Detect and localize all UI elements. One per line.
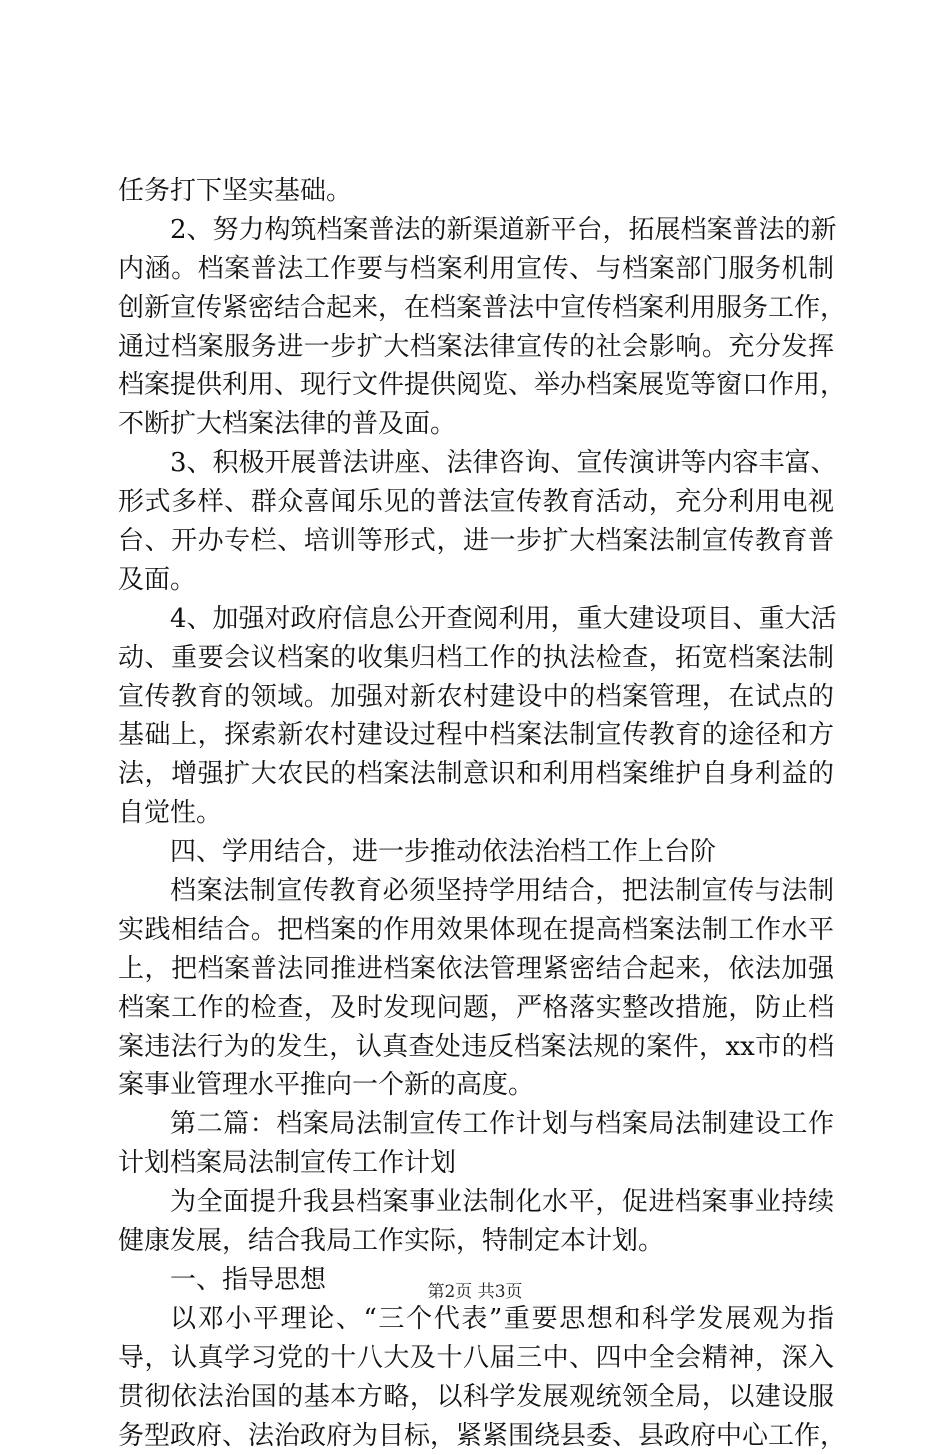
- text-line: 宣传教育的领域。加强对新农村建设中的档案管理，在试点的: [118, 678, 834, 717]
- page-footer: 第2页 共3页: [0, 1280, 950, 1304]
- text-line: 健康发展，结合我局工作实际，特制定本计划。: [118, 1222, 834, 1261]
- text-line: 通过档案服务进一步扩大档案法律宣传的社会影响。充分发挥: [118, 328, 834, 367]
- text-line: 3、积极开展普法讲座、法律咨询、宣传演讲等内容丰富、: [118, 444, 834, 483]
- text-line: 四、学用结合，进一步推动依法治档工作上台阶: [118, 833, 834, 872]
- text-line: 以邓小平理论、“三个代表”重要思想和科学发展观为指: [118, 1300, 834, 1339]
- text-line: 不断扩大档案法律的普及面。: [118, 405, 834, 444]
- text-line: 内涵。档案普法工作要与档案利用宣传、与档案部门服务机制: [118, 250, 834, 289]
- text-line: 档案提供利用、现行文件提供阅览、举办档案展览等窗口作用，: [118, 366, 834, 405]
- text-line: 基础上，探索新农村建设过程中档案法制宣传教育的途径和方: [118, 716, 834, 755]
- text-line: 自觉性。: [118, 794, 834, 833]
- text-line: 档案工作的检查，及时发现问题，严格落实整改措施，防止档: [118, 989, 834, 1028]
- text-line: 形式多样、群众喜闻乐见的普法宣传教育活动，充分利用电视: [118, 483, 834, 522]
- text-line: 上，把档案普法同推进档案依法管理紧密结合起来，依法加强: [118, 950, 834, 989]
- text-line: 实践相结合。把档案的作用效果体现在提高档案法制工作水平: [118, 911, 834, 950]
- text-line: 档案法制宣传教育必须坚持学用结合，把法制宣传与法制: [118, 872, 834, 911]
- text-line: 2、努力构筑档案普法的新渠道新平台，拓展档案普法的新: [118, 211, 834, 250]
- text-line: 案事业管理水平推向一个新的高度。: [118, 1066, 834, 1105]
- text-line: 第二篇：档案局法制宣传工作计划与档案局法制建设工作: [118, 1105, 834, 1144]
- text-line: 动、重要会议档案的收集归档工作的执法检查，拓宽档案法制: [118, 639, 834, 678]
- text-line: 案违法行为的发生，认真查处违反档案法规的案件，xx市的档: [118, 1028, 834, 1067]
- text-line: 法，增强扩大农民的档案法制意识和利用档案维护自身利益的: [118, 755, 834, 794]
- text-line: 创新宣传紧密结合起来，在档案普法中宣传档案利用服务工作，: [118, 289, 834, 328]
- text-line: 一、指导思想: [118, 1261, 834, 1300]
- text-line: 台、开办专栏、培训等形式，进一步扩大档案法制宣传教育普: [118, 522, 834, 561]
- text-line: 计划档案局法制宣传工作计划: [118, 1144, 834, 1183]
- text-line: 及面。: [118, 561, 834, 600]
- document-body: [118, 172, 834, 1455]
- text-line: 务型政府、法治政府为目标，紧紧围绕县委、县政府中心工作，: [118, 1417, 834, 1455]
- text-line: 导，认真学习党的十八大及十八届三中、四中全会精神，深入: [118, 1339, 834, 1378]
- text-line: 任务打下坚实基础。: [118, 172, 834, 211]
- text-line: 贯彻依法治国的基本方略，以科学发展观统领全局，以建设服: [118, 1378, 834, 1417]
- text-line: 4、加强对政府信息公开查阅利用，重大建设项目、重大活: [118, 600, 834, 639]
- text-line: 为全面提升我县档案事业法制化水平，促进档案事业持续: [118, 1183, 834, 1222]
